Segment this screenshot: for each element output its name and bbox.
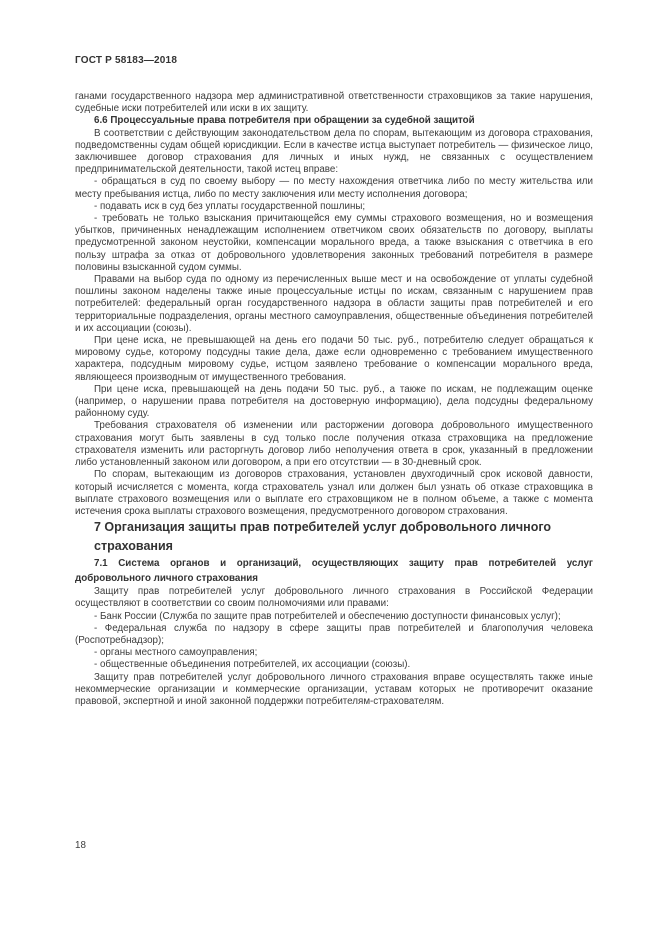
paragraph: При цене иска, не превышающей на день его подачи 50 тыс. руб., потребителю следует обращаться к мировому судье, которому подсудны такие дела, даже если одновременно с требованием имущественного характера, подсудным мировому судье, истцом заявлено требование о компенсации морального вреда, являющееся производным от имущественного требования. [75,335,593,383]
document-body [75,91,593,708]
paragraph: Правами на выбор суда по одному из перечисленных выше мест и на освобождение от уплаты судебной пошлины законом наделены также иные процессуальные истцы по искам, связанным с нарушением прав потребителей: федеральный орган государственного надзора в области защиты прав потребителей и его территориальные подразделения, органы местного самоуправления, общественные объединения потребителей и их ассоциации (союзы). [75,274,593,334]
paragraph: По спорам, вытекающим из договоров страхования, установлен двухгодичный срок исковой давности, который исчисляется с момента, когда страхователь узнал или должен был узнать об отказе страховщика в выплате страхового возмещения или о выплате его страховщиком не в полном объеме, а также с момента истечения срока выплаты страхового возмещения, предусмотренного договором страхования. [75,469,593,517]
list-item: - подавать иск в суд без уплаты государственной пошлины; [94,200,366,212]
list-item: - требовать не только взыскания причитающейся ему суммы страхового возмещения, но и возмещения убытков, причиненных ненадлежащим исполнением ответчиком своих обязательств по договору, выплаты предусмотренной законом неустойки, компенсации морального вреда, а также взыскания с ответчика в его пользу штрафа за отказ от добровольного удовлетворения законных требований потребителя в размере половины взысканной судом суммы. [75,213,593,273]
page-number: 18 [75,840,86,851]
paragraph: В соответствии с действующим законодательством дела по спорам, вытекающим из договора страхования, подведомственны судам общей юрисдикции. Если в качестве истца выступает потребитель — физическое лицо, заключившее договор страхования для личных и иных нужд, не связанных с осуществлением предпринимательской деятельности, такой истец вправе: [75,127,593,176]
subsection-heading: 6.6 Процессуальные права потребителя при обращении за судебной защитой [94,115,475,127]
section-heading: 7 Организация защиты прав потребителей услуг добровольного личного страхования [94,520,552,554]
paragraph: При цене иска, превышающей на день подачи 50 тыс. руб., а также по искам, не подлежащим оценке (например, о нарушении права потребителя на достоверную информацию), дела подсудны федеральному районному суду. [75,383,593,420]
paragraph: Защиту прав потребителей услуг добровольного личного страхования в Российской Федерации осуществляют в соответствии со своим полномочиями или правами: [75,586,593,610]
list-item: - Федеральная служба по надзору в сфере защиты прав потребителей и благополучия человека (Роспотребнадзор); [75,622,593,646]
paragraph: ганами государственного надзора мер административной ответственности страховщиков за такие нарушения, судебные иски потребителей или иски в их защиту. [75,91,593,115]
list-item: - обращаться в суд по своему выбору — по месту нахождения ответчика либо по месту жительства или месту пребывания истца, либо по месту заключения или месту исполнения договора; [75,176,593,200]
list-item: - органы местного самоуправления; [94,647,258,659]
paragraph: Защиту прав потребителей услуг добровольного личного страхования вправе осуществлять также иные некоммерческие организации и коммерческие организации, уставам которых не противоречит оказание правовой, экспертной и иной законной поддержки потребителям-страхователям. [75,671,593,707]
subsection-heading: 7.1 Система органов и организаций, осуществляющих защиту прав потребителей услуг добровольного личного страхования [75,558,593,585]
paragraph: Требования страхователя об изменении или расторжении договора добровольного имущественного страхования могут быть заявлены в суд только после получения отказа страховщика на предложение страхователя изменить или расторгнуть договор либо неполучения ответа в срок, указанный в предложении либо установленный законом или договором, а при его отсутствии — в 30-дневный срок. [75,420,593,469]
list-item: - общественные объединения потребителей, их ассоциации (союзы). [94,659,411,671]
list-item: - Банк России (Служба по защите прав потребителей и обеспечению доступности финансовых услуг); [94,610,561,622]
document-header-standard-number: ГОСТ Р 58183—2018 [75,55,178,66]
